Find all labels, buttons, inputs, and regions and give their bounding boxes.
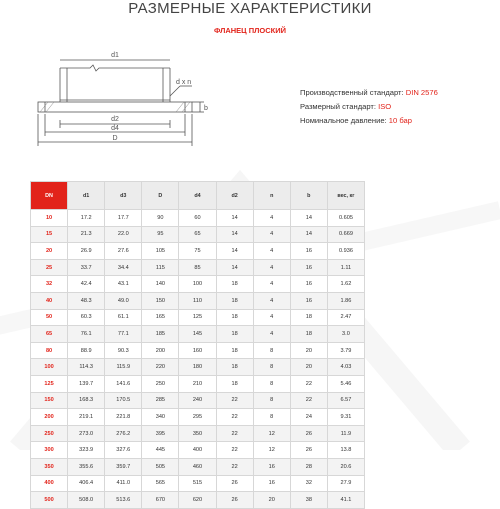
- table-cell: 26: [290, 425, 327, 442]
- table-cell: 8: [253, 375, 290, 392]
- table-cell: 240: [179, 392, 216, 409]
- table-cell: 4: [253, 276, 290, 293]
- table-cell: 22.0: [105, 226, 142, 243]
- column-header: d3: [105, 182, 142, 210]
- table-cell: 8: [253, 342, 290, 359]
- table-cell: 34.4: [105, 259, 142, 276]
- dn-cell: 50: [31, 309, 68, 326]
- table-cell: 16: [253, 458, 290, 475]
- table-cell: 16: [290, 259, 327, 276]
- table-cell: 250: [142, 375, 179, 392]
- table-cell: 565: [142, 475, 179, 492]
- table-cell: 273.0: [68, 425, 105, 442]
- table-cell: 88.9: [68, 342, 105, 359]
- table-cell: 165: [142, 309, 179, 326]
- table-header: [31, 182, 365, 210]
- table-cell: 406.4: [68, 475, 105, 492]
- table-cell: 22: [216, 392, 253, 409]
- table-cell: 14: [216, 259, 253, 276]
- table-cell: 42.4: [68, 276, 105, 293]
- table-cell: 350: [179, 425, 216, 442]
- table-cell: 620: [179, 492, 216, 509]
- spec-value: 10 бар: [388, 116, 412, 125]
- dn-cell: 125: [31, 375, 68, 392]
- table-cell: 110: [179, 292, 216, 309]
- table-row: [31, 292, 365, 309]
- table-cell: 0.669: [327, 226, 364, 243]
- table-cell: 48.3: [68, 292, 105, 309]
- table-cell: 670: [142, 492, 179, 509]
- table-cell: 18: [216, 292, 253, 309]
- spec-value: ISO: [378, 102, 392, 111]
- column-header: D: [142, 182, 179, 210]
- spec-production-standard: [300, 86, 500, 100]
- spec-list: [300, 86, 500, 128]
- table-cell: 1.11: [327, 259, 364, 276]
- table-cell: 168.3: [68, 392, 105, 409]
- table-row: [31, 276, 365, 293]
- table-cell: 18: [216, 342, 253, 359]
- table-cell: 295: [179, 409, 216, 426]
- dn-cell: 25: [31, 259, 68, 276]
- table-cell: 24: [290, 409, 327, 426]
- page-subtitle: ФЛАНЕЦ ПЛОСКИЙ: [213, 26, 287, 35]
- page-title: РАЗМЕРНЫЕ ХАРАКТЕРИСТИКИ: [128, 0, 372, 17]
- table-cell: 150: [142, 292, 179, 309]
- table-cell: 139.7: [68, 375, 105, 392]
- spec-nominal-pressure: [300, 114, 500, 128]
- table-cell: 16: [290, 292, 327, 309]
- table-row: [31, 243, 365, 260]
- table-cell: 220: [142, 359, 179, 376]
- table-cell: 115: [142, 259, 179, 276]
- table-cell: 400: [179, 442, 216, 459]
- table-cell: 14: [290, 226, 327, 243]
- table-cell: 210: [179, 375, 216, 392]
- dn-cell: 100: [31, 359, 68, 376]
- table-cell: 141.6: [105, 375, 142, 392]
- table-cell: 5.46: [327, 375, 364, 392]
- table-cell: 140: [142, 276, 179, 293]
- spec-dimension-standard: [300, 100, 500, 114]
- table-cell: 180: [179, 359, 216, 376]
- table-row: [31, 375, 365, 392]
- table-cell: 26: [216, 475, 253, 492]
- dn-cell: 40: [31, 292, 68, 309]
- table-cell: 14: [290, 210, 327, 227]
- table-cell: 445: [142, 442, 179, 459]
- dim-label-b: b: [204, 105, 208, 112]
- table-cell: 22: [290, 375, 327, 392]
- table-cell: 9.31: [327, 409, 364, 426]
- table-row: [31, 326, 365, 343]
- table-cell: 4: [253, 326, 290, 343]
- table-cell: 26.9: [68, 243, 105, 260]
- table-cell: 43.1: [105, 276, 142, 293]
- dn-cell: 350: [31, 458, 68, 475]
- dim-label-d4: d4: [111, 125, 119, 132]
- table-cell: 18: [216, 309, 253, 326]
- column-header: DN: [31, 182, 68, 210]
- table-cell: 14: [216, 210, 253, 227]
- table-cell: 18: [290, 326, 327, 343]
- table-cell: 17.7: [105, 210, 142, 227]
- flange-dimension-table: [30, 181, 365, 509]
- table-row: [31, 309, 365, 326]
- table-cell: 14: [216, 243, 253, 260]
- table-cell: 105: [142, 243, 179, 260]
- table-row: [31, 475, 365, 492]
- table-cell: 14: [216, 226, 253, 243]
- table-body: [31, 210, 365, 509]
- table-cell: 32: [290, 475, 327, 492]
- table-row: [31, 442, 365, 459]
- table-cell: 115.9: [105, 359, 142, 376]
- dim-label-d2: d2: [111, 116, 119, 123]
- table-cell: 276.2: [105, 425, 142, 442]
- column-header: b: [290, 182, 327, 210]
- table-cell: 508.0: [68, 492, 105, 509]
- table-cell: 4: [253, 259, 290, 276]
- table-cell: 76.1: [68, 326, 105, 343]
- table-cell: 28: [290, 458, 327, 475]
- table-cell: 327.6: [105, 442, 142, 459]
- table-cell: 33.7: [68, 259, 105, 276]
- dn-cell: 20: [31, 243, 68, 260]
- spec-label: Размерный стандарт:: [300, 102, 379, 111]
- table-cell: 18: [290, 309, 327, 326]
- table-cell: 4: [253, 210, 290, 227]
- dn-cell: 300: [31, 442, 68, 459]
- table-cell: 11.9: [327, 425, 364, 442]
- table-cell: 3.0: [327, 326, 364, 343]
- dn-cell: 500: [31, 492, 68, 509]
- table-cell: 411.0: [105, 475, 142, 492]
- table-cell: 125: [179, 309, 216, 326]
- spec-value: DIN 2576: [405, 88, 438, 97]
- table-cell: 26: [290, 442, 327, 459]
- table-cell: 85: [179, 259, 216, 276]
- table-row: [31, 259, 365, 276]
- table-cell: 0.936: [327, 243, 364, 260]
- table-cell: 20.6: [327, 458, 364, 475]
- table-cell: 505: [142, 458, 179, 475]
- table-row: [31, 409, 365, 426]
- table-cell: 17.2: [68, 210, 105, 227]
- table-cell: 6.57: [327, 392, 364, 409]
- spec-label: Производственный стандарт:: [300, 88, 406, 97]
- table-cell: 22: [216, 442, 253, 459]
- table-cell: 20: [253, 492, 290, 509]
- table-cell: 18: [216, 359, 253, 376]
- dn-cell: 150: [31, 392, 68, 409]
- table-cell: 20: [290, 342, 327, 359]
- table-cell: 77.1: [105, 326, 142, 343]
- table-cell: 49.0: [105, 292, 142, 309]
- table-cell: 22: [216, 458, 253, 475]
- table-cell: 395: [142, 425, 179, 442]
- table-cell: 20: [290, 359, 327, 376]
- dn-cell: 15: [31, 226, 68, 243]
- table-cell: 26: [216, 492, 253, 509]
- table-cell: 16: [290, 276, 327, 293]
- table-row: [31, 392, 365, 409]
- table-cell: 285: [142, 392, 179, 409]
- table-cell: 359.7: [105, 458, 142, 475]
- table-cell: 4.03: [327, 359, 364, 376]
- table-cell: 145: [179, 326, 216, 343]
- table-cell: 160: [179, 342, 216, 359]
- table-row: [31, 226, 365, 243]
- table-cell: 61.1: [105, 309, 142, 326]
- table-cell: 2.47: [327, 309, 364, 326]
- table-cell: 16: [290, 243, 327, 260]
- column-header: d1: [68, 182, 105, 210]
- dim-label-dxn: d x n: [176, 79, 192, 86]
- table-cell: 60.3: [68, 309, 105, 326]
- table-cell: 27.6: [105, 243, 142, 260]
- table-cell: 1.86: [327, 292, 364, 309]
- table-cell: 185: [142, 326, 179, 343]
- table-cell: 90.3: [105, 342, 142, 359]
- table-row: [31, 210, 365, 227]
- table-cell: 27.9: [327, 475, 364, 492]
- dim-label-d1: d1: [111, 52, 119, 59]
- table-cell: 515: [179, 475, 216, 492]
- table-cell: 22: [216, 425, 253, 442]
- table-cell: 114.3: [68, 359, 105, 376]
- dn-cell: 32: [31, 276, 68, 293]
- table-cell: 4: [253, 309, 290, 326]
- table-cell: 60: [179, 210, 216, 227]
- spec-label: Номинальное давление:: [300, 116, 389, 125]
- table-cell: 18: [216, 326, 253, 343]
- table-cell: 3.79: [327, 342, 364, 359]
- table-cell: 1.62: [327, 276, 364, 293]
- table-cell: 8: [253, 359, 290, 376]
- table-cell: 8: [253, 392, 290, 409]
- dn-cell: 80: [31, 342, 68, 359]
- table-cell: 95: [142, 226, 179, 243]
- table-cell: 75: [179, 243, 216, 260]
- table-cell: 90: [142, 210, 179, 227]
- table-row: [31, 342, 365, 359]
- table-cell: 21.3: [68, 226, 105, 243]
- table-cell: 41.1: [327, 492, 364, 509]
- table-cell: 38: [290, 492, 327, 509]
- table-row: [31, 458, 365, 475]
- table-cell: 18: [216, 276, 253, 293]
- table-cell: 221.8: [105, 409, 142, 426]
- dn-cell: 400: [31, 475, 68, 492]
- table-cell: 323.9: [68, 442, 105, 459]
- table-cell: 22: [290, 392, 327, 409]
- table-cell: 13.8: [327, 442, 364, 459]
- table-cell: 460: [179, 458, 216, 475]
- dim-label-D: D: [112, 135, 118, 142]
- table-cell: 200: [142, 342, 179, 359]
- dn-cell: 10: [31, 210, 68, 227]
- table-row: [31, 359, 365, 376]
- table-cell: 513.6: [105, 492, 142, 509]
- table-cell: 340: [142, 409, 179, 426]
- dn-cell: 250: [31, 425, 68, 442]
- table-cell: 4: [253, 292, 290, 309]
- table-cell: 16: [253, 475, 290, 492]
- table-cell: 219.1: [68, 409, 105, 426]
- table-cell: 100: [179, 276, 216, 293]
- table-cell: 18: [216, 375, 253, 392]
- column-header: d2: [216, 182, 253, 210]
- table-cell: 12: [253, 425, 290, 442]
- dn-cell: 200: [31, 409, 68, 426]
- table-cell: 4: [253, 243, 290, 260]
- column-header: n: [253, 182, 290, 210]
- table-cell: 12: [253, 442, 290, 459]
- table-cell: 22: [216, 409, 253, 426]
- table-cell: 65: [179, 226, 216, 243]
- column-header: d4: [179, 182, 216, 210]
- table-cell: 170.5: [105, 392, 142, 409]
- table-row: [31, 425, 365, 442]
- table-cell: 4: [253, 226, 290, 243]
- flange-technical-drawing: [30, 40, 230, 160]
- column-header: вес, кг: [327, 182, 364, 210]
- table-cell: 8: [253, 409, 290, 426]
- table-cell: 355.6: [68, 458, 105, 475]
- table-cell: 0.605: [327, 210, 364, 227]
- dn-cell: 65: [31, 326, 68, 343]
